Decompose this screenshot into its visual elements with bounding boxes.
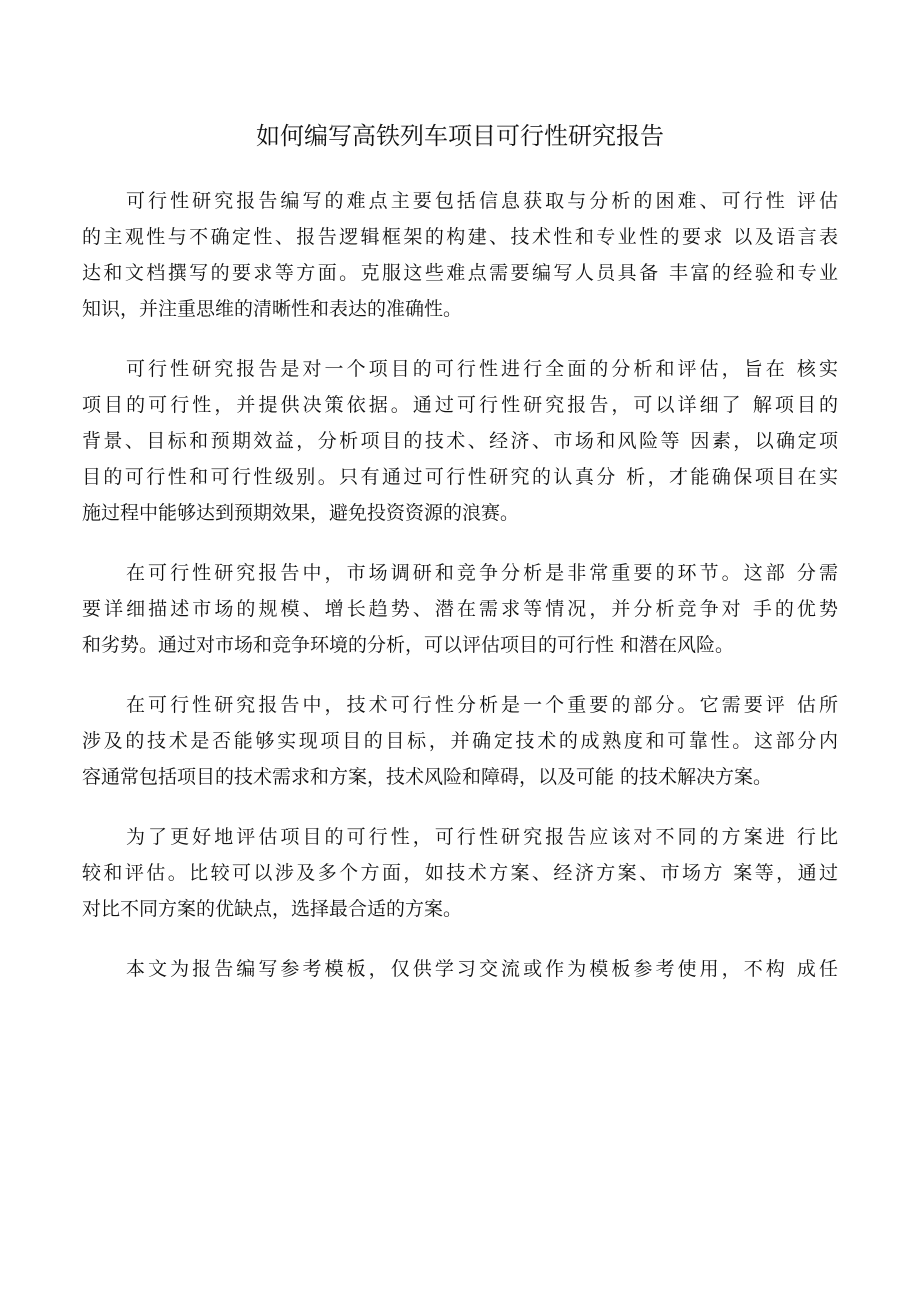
- paragraph-6: [82, 951, 838, 987]
- paragraph-line: 可行性研究报告编写的难点主要包括信息获取与分析的困难、可行性 评估: [126, 190, 838, 212]
- paragraph-line: 和劣势。通过对市场和竞争环境的分析，可以评估项目的可行性 和潜在风险。: [82, 634, 735, 656]
- paragraph-line: 要详细描述市场的规模、增长趋势、潜在需求等情况，并分析竞争对 手的优势: [82, 598, 838, 620]
- paragraph-1: [82, 183, 838, 327]
- paragraph-line: 达和文档撰写的要求等方面。克服这些难点需要编写人员具备 丰富的经验和专业: [82, 262, 838, 284]
- paragraph-line: 对比不同方案的优缺点，选择最合适的方案。: [82, 898, 463, 920]
- paragraph-3: [82, 555, 838, 663]
- paragraph-line: 施过程中能够达到预期效果，避免投资资源的浪赛。: [82, 502, 520, 524]
- paragraph-line: 可行性研究报告是对一个项目的可行性进行全面的分析和评估，旨在 核实: [126, 358, 838, 380]
- paragraph-line: 较和评估。比较可以涉及多个方面，如技术方案、经济方案、市场方 案等，通过: [82, 862, 838, 884]
- paragraph-5: [82, 819, 838, 927]
- paragraph-line: 的主观性与不确定性、报告逻辑框架的构建、技术性和专业性的要求 以及语言表: [82, 226, 838, 248]
- paragraph-line: 知识，并注重思维的清晰性和表达的准确性。: [82, 298, 463, 320]
- paragraph-line: 背景、目标和预期效益，分析项目的技术、经济、市场和风险等 因素，以确定项: [82, 430, 838, 452]
- paragraph-2: [82, 351, 838, 531]
- paragraph-line: 在可行性研究报告中，技术可行性分析是一个重要的部分。它需要评 估所: [126, 694, 838, 716]
- document-body: [82, 183, 838, 1011]
- paragraph-line: 为了更好地评估项目的可行性，可行性研究报告应该对不同的方案进 行比: [126, 826, 838, 848]
- paragraph-line: 容通常包括项目的技术需求和方案，技术风险和障碍，以及可能 的技术解决方案。: [82, 766, 773, 788]
- paragraph-line: 涉及的技术是否能够实现项目的目标，并确定技术的成熟度和可靠性。这部分内: [82, 730, 838, 752]
- paragraph-line: 项目的可行性，并提供决策依据。通过可行性研究报告，可以详细了 解项目的: [82, 394, 838, 416]
- paragraph-4: [82, 687, 838, 795]
- document-title: 如何编写高铁列车项目可行性研究报告: [256, 122, 664, 150]
- paragraph-line: 本文为报告编写参考模板，仅供学习交流或作为模板参考使用，不构 成任: [126, 958, 838, 980]
- paragraph-line: 在可行性研究报告中，市场调研和竞争分析是非常重要的环节。这部 分需: [126, 562, 838, 584]
- paragraph-line: 目的可行性和可行性级别。只有通过可行性研究的认真分 析，才能确保项目在实: [82, 466, 838, 488]
